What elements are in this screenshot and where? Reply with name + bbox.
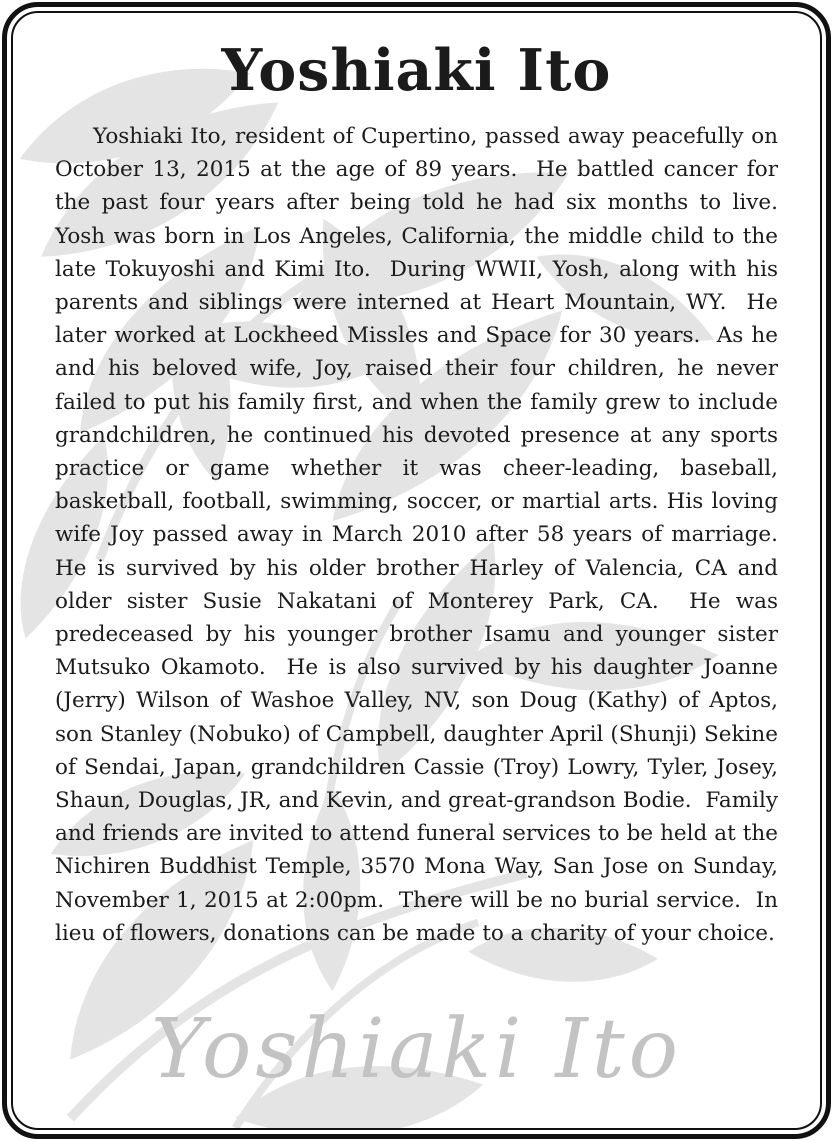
obituary-title: Yoshiaki Ito [221, 37, 612, 104]
obituary-card [13, 13, 820, 1128]
name-watermark: Yoshiaki Ito [150, 1002, 683, 1097]
obituary-body: Yoshiaki Ito, resident of Cupertino, passed away peacefully on October 13, 2015 at the age of 89 years. He battled cancer for the past four years after being told he had six months to live. Yosh was born in Los Angeles, California, the middle child to the late Tokuyoshi and Kimi Ito. During WWII, Yosh, along with his parents and siblings were interned at Heart Mountain, WY. He later worked at Lockheed Missles and Space for 30 years. As he and his beloved wife, Joy, raised their four children, he never failed to put his family first, and when the family grew to include grandchildren, he continued his devoted presence at any sports practice or game whether it was cheer-leading, baseball, basketball, football, swimming, soccer, or martial arts. His loving wife Joy passed away in March 2010 after 58 years of marriage. He is survived by his older brother Harley of Valencia, CA and older sister Susie Nakatani of Monterey Park, CA. He was predeceased by his younger brother Isamu and younger sister Mutsuko Okamoto. He is also survived by his daughter Joanne (Jerry) Wilson of Washoe Valley, NV, son Doug (Kathy) of Aptos, son Stanley (Nobuko) of Campbell, daughter April (Shunji) Sekine of Sendai, Japan, grandchildren Cassie (Troy) Lowry, Tyler, Josey, Shaun, Douglas, JR, and Kevin, and great-grandson Bodie. Family and friends are invited to attend funeral services to be held at the Nichiren Buddhist Temple, 3570 Mona Way, San Jose on Sunday, November 1, 2015 at 2:00pm. There will be no burial service. In lieu of flowers, donations can be made to a charity of your choice. [55, 124, 792, 946]
